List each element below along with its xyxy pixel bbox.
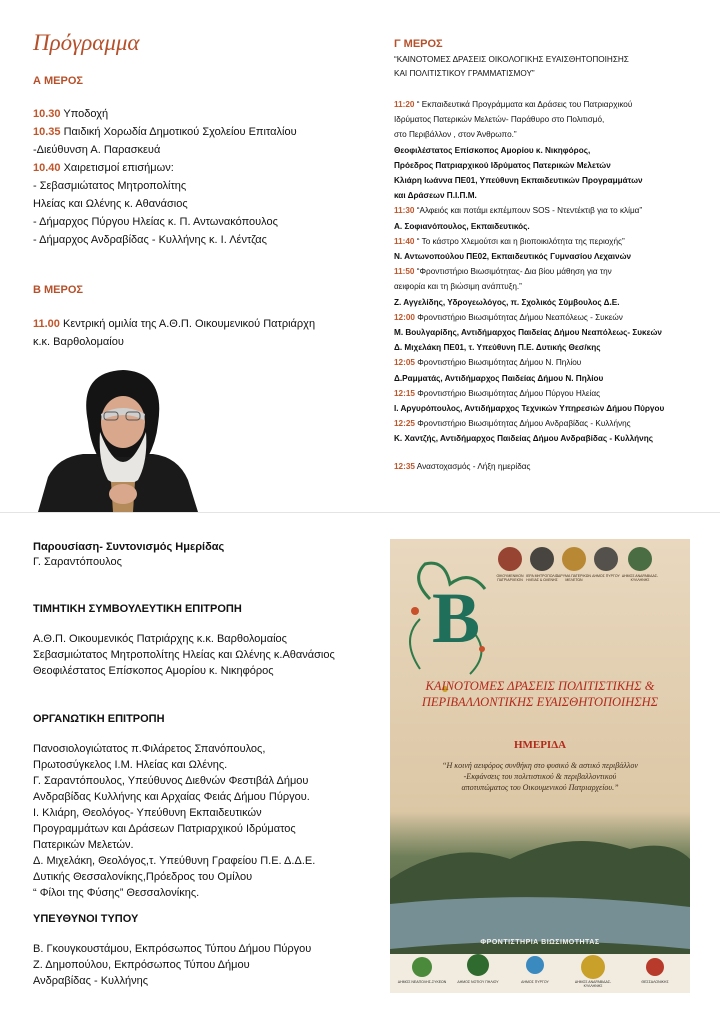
line-text: Ν. Αντωνοπούλου ΠΕ02, Εκπαιδευτικός Γυμνασίου Λεχαινών <box>394 252 632 261</box>
credits-line: Πρωτοσύγκελος Ι.Μ. Ηλείας και Ωλένης. <box>33 759 228 771</box>
credits-line: Πατερικών Μελετών. <box>33 839 134 851</box>
program-line <box>33 336 124 348</box>
poster-logo-label: ΔΗΜΟΣ ΑΝΔΡΑΒΙΔΑΣ-ΚΥΛΛΗΝΗΣ <box>621 574 659 582</box>
poster-quote: αποτυπώματος του Οικουμενικού Πατριαρχείου.” <box>461 783 619 792</box>
line-text: Ι. Αργυρόπουλος, Αντιδήμαρχος Τεχνικών Υπηρεσιών Δήμου Πύργου <box>394 404 665 413</box>
line-text: Φροντιστήριο Βιωσιμότητας Δήμου Νεαπόλεως - Συκεών <box>414 312 623 322</box>
poster-footer: ΦΡΟΝΤΙΣΤΗΡΙΑ ΒΙΩΣΙΜΟΤΗΤΑΣ <box>480 939 600 946</box>
sponsor-label: ΔΗΜΟΣ ΑΝΔΡΑΒΙΔΑΣ-ΚΥΛΛΗΝΗΣ <box>574 980 612 988</box>
credits-heading: Παρουσίαση- Συντονισμός Ημερίδας <box>33 541 225 553</box>
program-line <box>394 328 662 337</box>
line-text: “Αλφειός και ποτάμι εκπέμπουν SOS - Ντεντέκτιβ για το κλίμα” <box>414 206 643 216</box>
line-text: Υποδοχή <box>60 108 109 120</box>
program-line <box>33 234 267 246</box>
credits-line: Πανοσιολογιώτατος π.Φιλάρετος Σπανόπουλος, <box>33 743 266 755</box>
line-text: Ηλείας και Ωλένης κ. Αθανάσιος <box>33 198 188 210</box>
program-line <box>394 404 664 413</box>
line-text: Πρόεδρος Πατριαρχικού Ιδρύματος Πατερικών Μελετών <box>394 160 611 170</box>
program-line <box>394 298 620 307</box>
time-label: 11:50 <box>394 267 415 277</box>
program-line <box>394 252 631 261</box>
part-c-subtitle: “ΚΑΙΝΟΤΟΜΕΣ ΔΡΑΣΕΙΣ ΟΙΚΟΛΟΓΙΚΗΣ ΕΥΑΙΣΘΗΤΟΠΟΙΗΣΗΣ <box>394 55 629 64</box>
line-text: - Δήμαρχος Ανδραβίδας - Κυλλήνης κ. Ι. Λέντζας <box>33 234 267 246</box>
time-label: 12:35 <box>394 461 415 471</box>
program-line <box>394 130 517 139</box>
time-label: 12:15 <box>394 388 415 398</box>
credits-heading: ΥΠΕΥΘΥΝΟΙ ΤΥΠΟΥ <box>33 913 139 925</box>
time-label: 12:00 <box>394 312 415 322</box>
program-line <box>394 161 611 170</box>
credits-line: Α.Θ.Π. Οικουμενικός Πατριάρχης κ.κ. Βαρθολομαίος <box>33 633 287 645</box>
program-line <box>394 176 643 185</box>
credits-line: Θεοφιλέστατος Επίσκοπος Αμορίου κ. Νικηφόρος <box>33 665 274 677</box>
poster-logo-label: ΔΗΜΟΣ ΠΥΡΓΟΥ <box>592 574 620 578</box>
time-label: 11.00 <box>33 318 60 330</box>
poster-logo-label: ΙΔΡΥΜΑ ΠΑΤΕΡΙΚΩΝ ΜΕΛΕΤΩΝ <box>557 574 591 582</box>
sponsor-label: ΔΗΜΟΣ ΝΟΤΙΟΥ ΠΗΛΙΟΥ <box>457 980 499 984</box>
line-text: Α. Σοφιανόπουλος, Εκπαιδευτικός. <box>394 221 530 231</box>
credits-page <box>0 512 720 1025</box>
line-text: Κλιάρη Ιωάννα ΠΕ01, Υπεύθυνη Εκπαιδευτικών Προγραμμάτων <box>394 176 643 185</box>
program-line <box>394 462 530 471</box>
program-line <box>394 206 642 215</box>
program-line <box>394 358 581 367</box>
program-line <box>33 198 188 210</box>
sponsor-label: ΘΕΣΣΑΛΟΝΙΚΗΣ <box>641 980 669 984</box>
line-text: κ.κ. Βαρθολομαίου <box>33 336 124 348</box>
line-text: Παιδική Χορωδία Δημοτικού Σχολείου Επιταλίου <box>60 126 297 138</box>
program-line <box>33 162 174 174</box>
line-text: Φροντιστήριο Βιωσιμότητας Δήμου Πύργου Ηλείας <box>414 388 601 398</box>
time-label: 12:25 <box>394 419 415 429</box>
program-page <box>0 0 720 512</box>
program-line <box>33 108 108 120</box>
time-label: 11:30 <box>394 206 415 216</box>
poster-event-label: ΗΜΕΡΙΔΑ <box>513 739 567 751</box>
credits-line: Ανδραβίδας Κυλλήνης και Αρχαίας Φειάς Δήμου Πύργου. <box>33 791 310 803</box>
program-line <box>394 419 631 428</box>
line-text: - Δήμαρχος Πύργου Ηλείας κ. Π. Αντωνακόπουλος <box>33 216 278 228</box>
program-line <box>394 146 590 155</box>
poster-logo-label: ΙΕΡΑ ΜΗΤΡΟΠΟΛΙΣ ΗΛΕΙΑΣ & ΩΛΕΝΗΣ <box>526 574 558 582</box>
sponsor-label: ΔΗΜΟΣ ΠΥΡΓΟΥ <box>521 980 549 984</box>
sponsor-label: ΔΗΜΟΣ ΝΕΑΠΟΛΗΣ-ΣΥΚΕΩΝ <box>397 980 447 984</box>
program-line <box>33 126 297 138</box>
line-text: Δ.Ραμματάς, Αντιδήμαρχος Παιδείας Δήμου Ν. Πηλίου <box>394 373 604 383</box>
part-c-heading: Γ ΜΕΡΟΣ <box>394 38 443 50</box>
line-text: αειφορία και τη βιώσιμη ανάπτυξη.” <box>394 282 522 292</box>
poster-quote: -Εκφάνσεις του πολιτιστικού & περιβαλλοντικού <box>463 772 617 781</box>
line-text: Κεντρική ομιλία της Α.Θ.Π. Οικουμενικού Πατριάρχη <box>59 318 316 330</box>
time-label: 12:05 <box>394 358 415 368</box>
event-poster <box>390 539 690 993</box>
program-line <box>394 100 632 109</box>
poster-quote: “Η κοινή αειφόρος συνθήκη στο φυσικό & αστικό περιβάλλον <box>442 761 638 770</box>
line-text: Ιδρύματος Πατερικών Μελετών- Παράθυρο στο Πολιτισμό, <box>394 115 605 125</box>
time-label: 10.30 <box>33 108 61 120</box>
time-label: 11:40 <box>394 236 415 246</box>
time-label: 10.40 <box>33 162 61 174</box>
credits-line: Σεβασμιώτατος Μητροπολίτης Ηλείας και Ωλένης κ.Αθανάσιος <box>33 649 335 661</box>
program-line <box>33 216 278 228</box>
credits-line: Δυτικής Θεσσαλονίκης,Πρόεδρος του Ομίλου <box>33 871 253 883</box>
line-text: Κ. Χαντζής, Αντιδήμαρχος Παιδείας Δήμου Ανδραβίδας - Κυλλήνης <box>394 434 653 444</box>
line-text: “ Εκπαιδευτικά Προγράμματα και Δράσεις του Πατριαρχικού <box>414 100 633 109</box>
part-c-subtitle: ΚΑΙ ΠΟΛΙΤΙΣΤΙΚΟΥ ΓΡΑΜΜΑΤΙΣΜΟΥ” <box>394 69 535 78</box>
line-text: -Διεύθυνση Α. Παρασκευά <box>33 144 161 156</box>
program-title: Πρόγραμμα <box>33 30 140 55</box>
line-text: Αναστοχασμός - Λήξη ημερίδας <box>414 461 531 471</box>
poster-initial: Β <box>432 578 481 658</box>
poster-logo-label: ΟΙΚΟΥΜΕΝΙΚΟΝ ΠΑΤΡΙΑΡΧΕΙΟΝ <box>496 574 524 582</box>
line-text: “ Το κάστρο Χλεμούτσι και η βιοποικιλότητα της περιοχής” <box>414 236 625 246</box>
line-text: Φροντιστήριο Βιωσιμότητας Δήμου Ανδραβίδας - Κυλλήνης <box>414 419 631 429</box>
line-text: “Φροντιστήριο Βιωσιμότητας- Δια βίου μάθηση για την <box>414 267 612 277</box>
program-line <box>394 389 600 398</box>
program-line <box>33 180 186 192</box>
line-text: Ζ. Αγγελίδης, Υδρογεωλόγος, π. Σχολικός Σύμβουλος Δ.Ε. <box>394 297 620 307</box>
program-line <box>394 343 600 352</box>
time-label: 10.35 <box>33 126 61 138</box>
time-label: 11:20 <box>394 100 415 109</box>
credits-line: Ανδραβίδας - Κυλλήνης <box>33 975 149 987</box>
patriarch-photo <box>38 362 198 512</box>
program-line <box>394 115 604 124</box>
line-text: - Σεβασμιώτατος Μητροπολίτης <box>33 180 187 192</box>
line-text: Μ. Βουλγαρίδης, Αντιδήμαρχος Παιδείας Δήμου Νεαπόλεως- Συκεών <box>394 328 662 337</box>
poster-title: ΚΑΙΝΟΤΟΜΕΣ ΔΡΑΣΕΙΣ ΠΟΛΙΤΙΣΤΙΚΗΣ & <box>425 679 655 693</box>
line-text: στο Περιβάλλον , στον Άνθρωπο.” <box>394 130 517 140</box>
credits-line: “ Φίλοι της Φύσης” Θεσσαλονίκης. <box>33 887 200 899</box>
poster-title: ΠΕΡΙΒΑΛΛΟΝΤΙΚΗΣ ΕΥΑΙΣΘΗΤΟΠΟΙΗΣΗΣ <box>421 695 659 709</box>
credits-line: Δ. Μιχελάκη, Θεολόγος,τ. Υπεύθυνη Γραφείου Π.Ε. Δ.Δ.Ε. <box>33 855 316 867</box>
program-line <box>394 222 530 231</box>
program-line <box>394 267 612 276</box>
line-text: Δ. Μιχελάκη ΠΕ01, τ. Υπεύθυνη Π.Ε. Δυτικής Θεσ/κης <box>394 343 601 353</box>
credits-heading: ΟΡΓΑΝΩΤΙΚΗ ΕΠΙΤΡΟΠΗ <box>33 713 165 725</box>
part-b-heading: Β ΜΕΡΟΣ <box>33 284 83 296</box>
line-text: Θεοφιλέστατος Επίσκοπος Αμορίου κ. Νικηφόρος, <box>394 145 591 155</box>
program-line <box>394 374 603 383</box>
credits-heading: ΤΙΜΗΤΙΚΗ ΣΥΜΒΟΥΛΕΥΤΙΚΗ ΕΠΙΤΡΟΠΗ <box>33 603 242 615</box>
credits-line: Ζ. Δημοπούλου, Εκπρόσωπος Τύπου Δήμου <box>33 959 250 971</box>
program-line <box>394 237 625 246</box>
program-line <box>33 144 160 156</box>
program-line <box>394 191 477 200</box>
program-line <box>394 434 653 443</box>
program-line <box>33 318 315 330</box>
program-line <box>394 282 522 291</box>
credits-line: Β. Γκουγκουστάμου, Εκπρόσωπος Τύπου Δήμου Πύργου <box>33 943 312 955</box>
credits-line: Ι. Κλιάρη, Θεολόγος- Υπεύθυνη Εκπαιδευτικών <box>33 807 262 819</box>
line-text: Χαιρετισμοί επισήμων: <box>60 162 174 174</box>
program-line <box>394 313 623 322</box>
credits-line: Γ. Σαραντόπουλος <box>33 556 122 568</box>
line-text: και Δράσεων Π.Ι.Π.Μ. <box>394 191 477 201</box>
credits-line: Γ. Σαραντόπουλος, Υπεύθυνος Διεθνών Φεστιβάλ Δήμου <box>33 775 309 787</box>
credits-line: Προγραμμάτων και Δράσεων Πατριαρχικού Ιδρύματος <box>33 823 296 835</box>
line-text: Φροντιστήριο Βιωσιμότητας Δήμου Ν. Πηλίου <box>414 358 582 368</box>
part-a-heading: Α ΜΕΡΟΣ <box>33 75 83 87</box>
